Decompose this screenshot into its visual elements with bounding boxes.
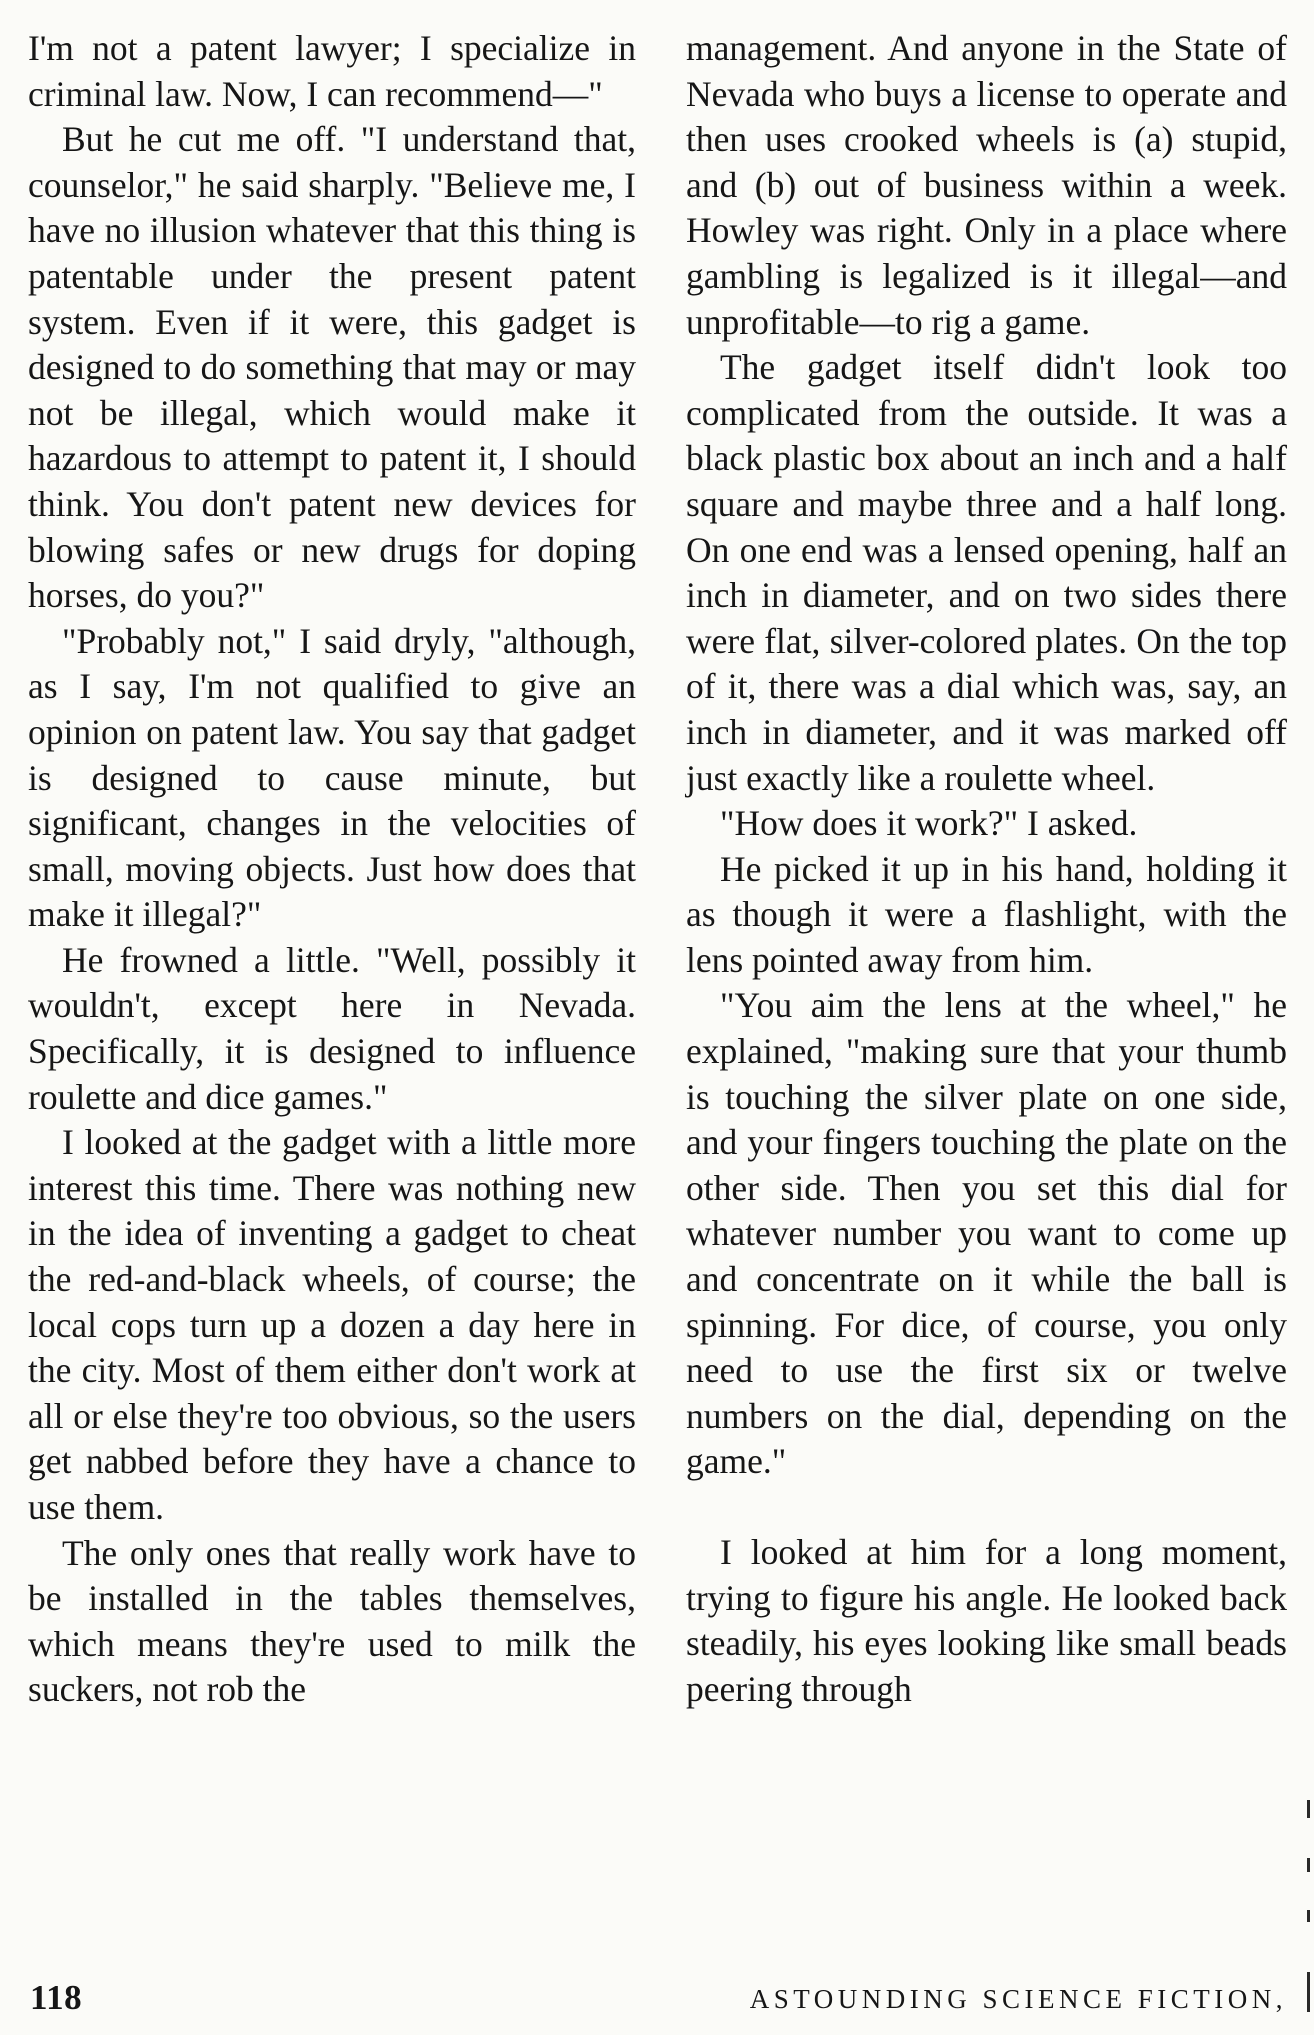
paragraph: I'm not a patent lawyer; I specialize in criminal law. Now, I can recommend—" xyxy=(28,28,636,114)
paragraph: I looked at the gadget with a little more interest this time. There was nothing new in the idea of inventing a gadget to cheat the red-and-black wheels, of course; the local cops turn up a dozen a day here in the city. Most of them either don't work at all or else they're too obvious, so the users get nabbed before they have a chance to use them. xyxy=(28,1122,636,1527)
paragraph: The only ones that really work have to be installed in the tables themselves, which means they're used to milk the suckers, not rob the xyxy=(28,1532,636,1710)
page-edge-mark xyxy=(1307,1910,1310,1922)
running-head: ASTOUNDING SCIENCE FICTION, xyxy=(749,1984,1287,2014)
page-edge-mark xyxy=(1307,1858,1310,1872)
paragraph: But he cut me off. "I understand that, counselor," he said sharply. "Believe me, I have no illusion whatever that this thing is patentable under the present patent system. Even if it were, this gadget is designed to do something that may or may not be illegal, which would make it hazardous to attempt to patent it, I should think. You don't patent new devices for blowing safes or new drugs for doping horses, do you?" xyxy=(28,119,636,616)
paragraph: "How does it work?" I asked. xyxy=(720,803,1138,844)
page-edge-mark xyxy=(1307,1800,1310,1818)
right-text-column xyxy=(686,26,1287,1712)
page-number: 118 xyxy=(30,1978,83,2017)
paragraph: "Probably not," I said dryly, "although, as I say, I'm not qualified to give an opinion on patent law. You say that gadget is designed to cause minute, but significant, changes in the velocities of small, moving objects. Just how does that make it illegal?" xyxy=(28,620,636,935)
paragraph: He frowned a little. "Well, possibly it wouldn't, except here in Nevada. Specifically, it is designed to influence roulette and dice games." xyxy=(28,939,636,1117)
paragraph: I looked at him for a long moment, trying to figure his angle. He looked back steadily, his eyes looking like small beads peering through xyxy=(686,1532,1287,1709)
paragraph: He picked it up in his hand, holding it as though it were a flashlight, with the lens pointed away from him. xyxy=(686,848,1287,980)
page-edge-mark xyxy=(1307,1972,1310,2012)
left-text-column xyxy=(28,26,636,1713)
paragraph: management. And anyone in the State of Nevada who buys a license to operate and then uses crooked wheels is (a) stupid, and (b) out of business within a week. Howley was right. Only in a place where gambling is legalized is it illegal—and unprofitable—to rig a game. xyxy=(686,28,1287,342)
paragraph: "You aim the lens at the wheel," he explained, "making sure that your thumb is touching the silver plate on one side, and your fingers touching the plate on the other side. Then you set this dial for whatever number you want to come up and concentrate on it while the ball is spinning. For dice, of course, you only need to use the first six or twelve numbers on the dial, depending on the game." xyxy=(686,985,1287,1482)
paragraph: The gadget itself didn't look too complicated from the outside. It was a black plastic box about an inch and a half square and maybe three and a half long. On one end was a lensed opening, half an inch in diameter, and on two sides there were flat, silver-colored plates. On the top of it, there was a dial which was, say, an inch in diameter, and it was marked off just exactly like a roulette wheel. xyxy=(686,347,1287,798)
